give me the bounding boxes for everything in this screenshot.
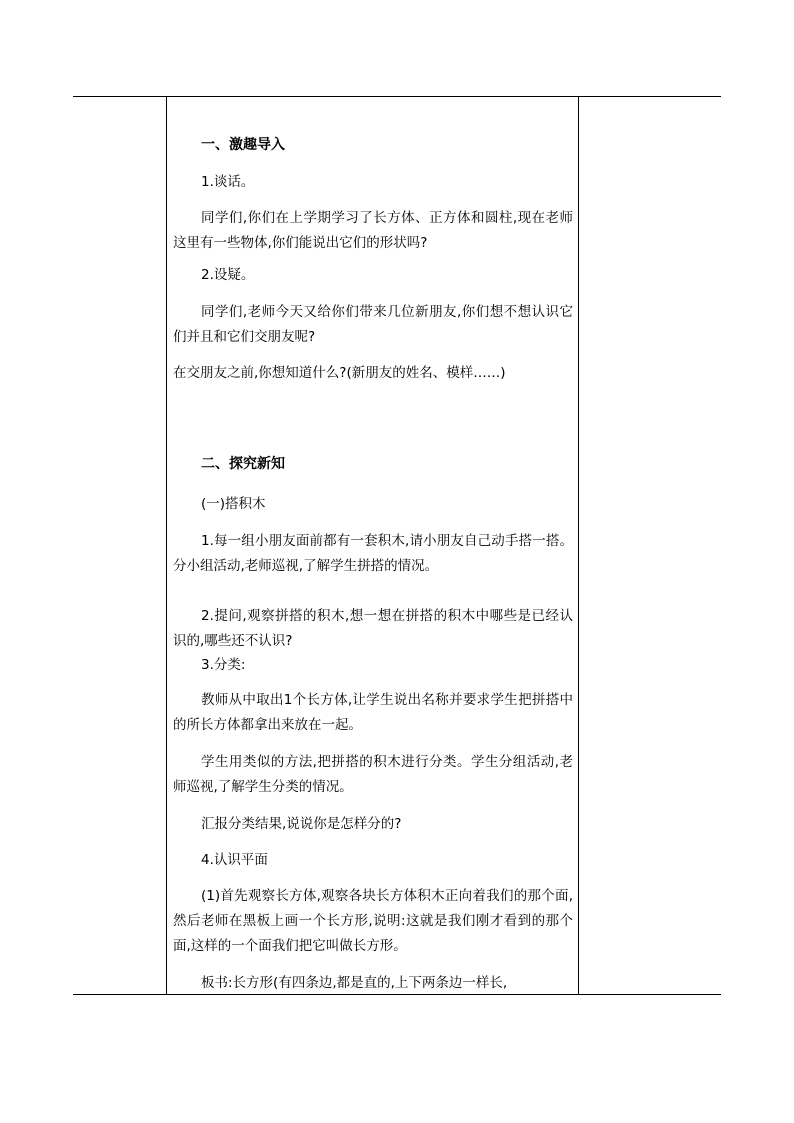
paragraph: 3.分类: <box>201 657 246 673</box>
paragraph: 学生用类似的方法,把拼搭的积木进行分类。学生分组活动,老师巡视,了解学生分类的情况。 <box>173 754 573 795</box>
table-column-divider-right <box>578 96 579 995</box>
list-item-talk: 1.谈话。 <box>201 174 255 190</box>
paragraph: 在交朋友之前,你想知道什么?(新朋友的姓名、模样……) <box>173 365 506 381</box>
paragraph: (1)首先观察长方体,观察各块长方体积木正向着我们的那个面,然后老师在黑板上画一个长方形,说明:这就是我们刚才看到的那个面,这样的一个面我们把它叫做长方形。 <box>173 888 573 954</box>
paragraph: 汇报分类结果,说说你是怎样分的? <box>201 816 402 832</box>
section-heading-intro: 一、激趣导入 <box>201 137 285 153</box>
paragraph: 4.认识平面 <box>201 852 268 868</box>
table-top-border <box>73 96 721 97</box>
paragraph: 1.每一组小朋友面前都有一套积木,请小朋友自己动手搭一搭。分小组活动,老师巡视,了解学生拼搭的情况。 <box>173 533 573 574</box>
paragraph: 教师从中取出1个长方体,让学生说出名称并要求学生把拼搭中的所长方体都拿出来放在一起。 <box>173 692 573 733</box>
paragraph: 板书:长方形(有四条边,都是直的,上下两条边一样长, <box>201 975 508 991</box>
subsection-heading: (一)搭积木 <box>201 496 266 512</box>
paragraph: 2.提问,观察拼搭的积木,想一想在拼搭的积木中哪些是已经认识的,哪些还不认识? <box>173 608 573 649</box>
list-item-question: 2.设疑。 <box>201 267 255 283</box>
paragraph: 同学们,老师今天又给你们带来几位新朋友,你们想不想认识它们并且和它们交朋友呢? <box>173 304 573 345</box>
paragraph: 同学们,你们在上学期学习了长方体、正方体和圆柱,现在老师这里有一些物体,你们能说出它们的形状吗? <box>173 210 573 251</box>
section-heading-explore: 二、探究新知 <box>201 456 285 472</box>
table-column-divider-left <box>166 96 167 995</box>
